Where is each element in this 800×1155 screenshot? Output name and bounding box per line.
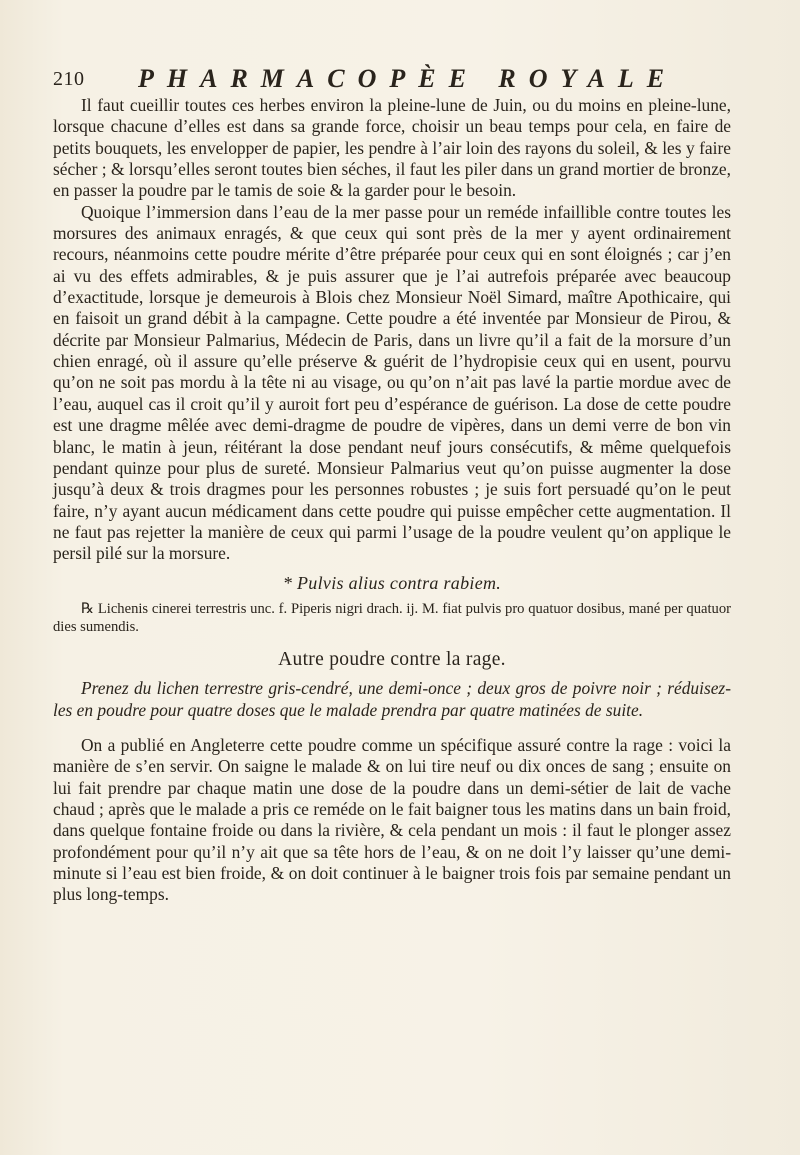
spacer — [53, 721, 731, 735]
recipe-translation: Prenez du lichen terrestre gris-cendré, une demi-once ; deux gros de poivre noir ; réduisez-les en poudre pour quatre doses que le malade prendra par quatre matinées de suite. — [53, 678, 731, 720]
latin-recipe: ℞ Lichenis cinerei terrestris unc. f. Piperis nigri drach. ij. M. fiat pulvis pro quatuor dosibus, mané per quatuor dies sumendis. — [53, 600, 731, 636]
page-body — [53, 95, 731, 906]
paragraph-harvest: Il faut cueillir toutes ces herbes environ la pleine-lune de Juin, ou du moins en pleine-lune, lorsque chacune d’elles est dans sa grande force, choisir un beau temps pour cela, en faire de petits bouquets, les envelopper de papier, les pendre à l’air loin des rayons du soleil, & les y faire sécher ; & lorsqu’elles seront toutes bien séches, il faut les piler dans un grand mortier de bronze, en passer la poudre par le tamis de soie & la garder pour le besoin. — [53, 95, 731, 201]
running-title: PHARMACOPÈE ROYALE — [138, 64, 678, 93]
paragraph-immersion: Quoique l’immersion dans l’eau de la mer passe pour un reméde infaillible contre toutes les morsures des animaux enragés, & que ceux qui sont près de la mer y ayent ordinairement recours, néanmoins cette poudre mérite d’être préparée pour ceux qui en sont éloignés ; car j’en ai vu des effets admirables, & je puis assurer que je l’ai autrefois préparée avec beaucoup d’exactitude, lorsque je demeurois à Blois chez Monsieur Noël Simard, maître Apothicaire, qui en faisoit un grand débit à la campagne. Cette poudre a été inventée par Monsieur de Pirou, & décrite par Monsieur Palmarius, Médecin de Paris, dans un livre qu’il a fait de la morsure d’un chien enragé, où il assure qu’elle préserve & guérit de l’hydropisie ceux qui en usent, pourvu qu’on ne soit pas mordu à la tête ni au visage, ou qu’on n’ait pas lavé la partie mordue avec de l’eau, auquel cas il croit qu’il y auroit fort peu d’espérance de guérison. La dose de cette poudre est une dragme mêlée avec demi-dragme de poudre de vipères, dans un demi verre de bon vin blanc, le matin à jeun, réitérant la dose pendant neuf jours consécutifs, & même quelquefois pendant quinze pour plus de sureté. Monsieur Palmarius veut qu’on puisse augmenter la dose jusqu’à deux & trois dragmes pour les personnes robustes ; je suis fort persuadé qu’on le peut faire, n’y ayant aucun médicament dans cette poudre qui puisse empêcher cette augmentation. Il ne faut pas rejetter la manière de ceux qui parmi l’usage de la poudre veulent qu’on applique le persil pilé sur la morsure. — [53, 201, 731, 564]
page-header — [53, 64, 693, 94]
paragraph-england: On a publié en Angleterre cette poudre comme un spécifique assuré contre la rage : voici la manière de s’en servir. On saigne le malade & on lui tire neuf ou dix onces de sang ; ensuite on lui fait prendre par chaque matin une dose de la poudre dans un demi-sétier de lait de vache chaud ; après que le malade a pris ce reméde on le fait baigner tous les matins dans un bain froid, dans quelque fontaine froide ou dans la rivière, & cela pendant un mois : il faut le plonger assez profondément pour qu’il n’y ait que sa tête hors de l’eau, & on ne doit l’y laisser qu’une demi-minute si l’eau est bien froide, & on doit continuer à le baigner trois fois par semaine pendant un plus long-temps. — [53, 734, 731, 905]
page-number: 210 — [53, 68, 85, 90]
formula-title: * Pulvis alius contra rabiem. — [282, 572, 502, 593]
section-title: Autre poudre contre la rage. — [278, 648, 506, 670]
